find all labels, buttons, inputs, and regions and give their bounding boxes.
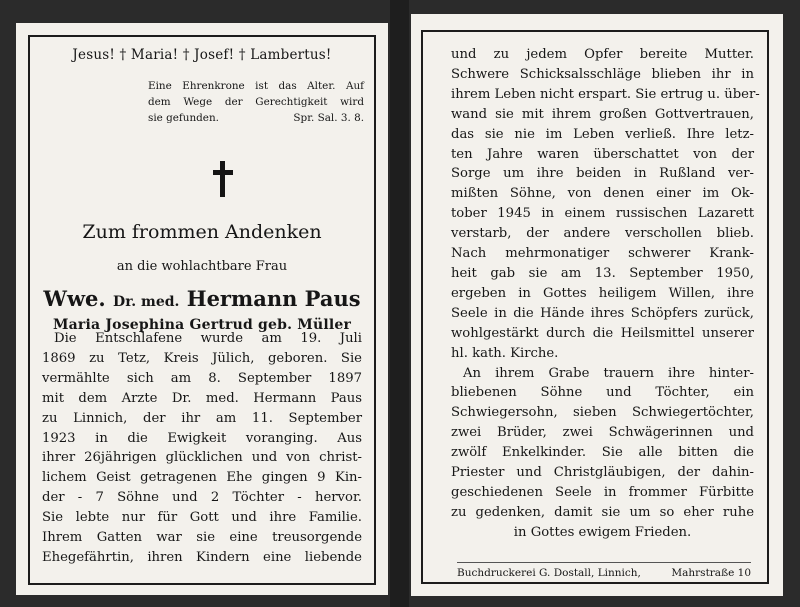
text-line: ergeben in Gottes heiligem Willen, ihre xyxy=(451,285,754,301)
text-line: ihrer 26jährigen glücklichen und von christ- xyxy=(42,450,362,466)
husband-name: Hermann Paus xyxy=(186,286,361,311)
biography-text xyxy=(42,329,362,568)
text-line: geschiedenen Seele in frommer Fürbitte xyxy=(451,484,754,500)
motto-last-row xyxy=(148,110,364,126)
text-line: Seele in die Hände ihres Schöpfers zurück, xyxy=(451,305,754,321)
closing-line: in Gottes ewigem Frieden. xyxy=(513,524,692,540)
memorial-subheading: an die wohlachtbare Frau xyxy=(116,259,288,274)
biography-text-continued xyxy=(451,45,760,543)
deceased-name xyxy=(30,286,374,311)
text-line: heit gab sie am 13. September 1950, xyxy=(451,265,754,281)
text-line: An ihrem Grabe trauern ihre hinter- xyxy=(463,365,754,381)
text-line: wohlgestärkt durch die Heilsmittel unserer xyxy=(451,325,754,341)
printer-name: Buchdruckerei G. Dostall, Linnich, xyxy=(457,567,641,579)
left-page xyxy=(16,23,388,595)
text-line: 1923 in die Ewigkeit voranging. Aus xyxy=(42,430,362,446)
text-line: ihrem Leben nicht erspart. Sie ertrug u. über- xyxy=(451,86,760,102)
motto-source: Spr. Sal. 3. 8. xyxy=(293,112,364,124)
text-line: hl. kath. Kirche. xyxy=(451,345,559,361)
text-line: zu gedenken, damit sie um so eher ruhe xyxy=(451,504,754,520)
text-line: verstarb, der andere verschollen blieb. xyxy=(451,226,754,242)
text-line: der - 7 Söhne und 2 Töchter - hervor. xyxy=(42,490,362,506)
text-line: Priester und Christgläubigen, der dahin- xyxy=(451,465,754,481)
memorial-heading: Zum frommen Andenken xyxy=(82,221,322,243)
card-fold xyxy=(390,0,409,607)
text-line: bliebenen Söhne und Töchter, ein xyxy=(451,385,754,401)
text-line: das sie nie im Leben verließ. Ihre letz- xyxy=(451,126,754,142)
right-page xyxy=(411,14,783,596)
text-line: Schwere Schicksalsschläge blieben ihr in xyxy=(451,66,754,82)
text-line: wand sie mit ihrem großen Gottvertrauen, xyxy=(451,106,754,122)
motto-line: dem Wege der Gerechtigkeit wird xyxy=(148,96,364,108)
text-line: Ihrem Gatten war sie eine treusorgende xyxy=(42,530,362,546)
text-line: vermählte sich am 8. September 1897 xyxy=(42,370,362,386)
text-line: zu Linnich, der ihr am 11. September xyxy=(42,410,362,426)
text-line: und zu jedem Opfer bereite Mutter. xyxy=(451,47,754,62)
cross-icon xyxy=(213,161,233,197)
text-line: Schwiegersohn, sieben Schwiegertöchter, xyxy=(451,405,754,421)
text-line: mißten Söhne, von denen einer im Ok- xyxy=(451,186,754,202)
text-line: lichem Geist getragenen Ehe gingen 9 Kin- xyxy=(42,470,362,486)
text-line: ten Jahre waren überschattet von der xyxy=(451,146,754,162)
text-line: Die Entschlafene wurde am 19. Juli xyxy=(54,331,362,346)
text-line: Sorge um ihre beiden in Rußland ver- xyxy=(451,166,754,182)
printer-address: Mahrstraße 10 xyxy=(671,567,751,579)
name-prefix: Wwe. xyxy=(43,286,106,311)
text-line: 1869 zu Tetz, Kreis Jülich, geboren. Sie xyxy=(42,350,362,366)
invocation: Jesus! † Maria! † Josef! † Lambertus! xyxy=(72,47,332,63)
motto-line: sie gefunden. xyxy=(148,112,219,124)
text-line: mit dem Arzte Dr. med. Hermann Paus xyxy=(42,390,362,406)
text-line: Sie lebte nur für Gott und ihre Familie. xyxy=(42,510,362,526)
text-line: Ehegefährtin, ihren Kindern eine liebende xyxy=(42,549,362,565)
name-title: Dr. med. xyxy=(113,294,180,310)
text-line: Nach mehrmonatiger schwerer Krank- xyxy=(451,246,754,262)
text-line: zwei Brüder, zwei Schwägerinnen und xyxy=(451,425,754,441)
motto-line: Eine Ehrenkrone ist das Alter. Auf xyxy=(148,80,364,92)
bible-motto xyxy=(148,78,364,126)
text-line: tober 1945 in einem russischen Lazarett xyxy=(451,206,754,222)
text-line: zwölf Enkelkinder. Sie alle bitten die xyxy=(451,445,754,461)
printer-imprint xyxy=(457,562,751,579)
birth-name: Maria Josephina Gertrud geb. Müller xyxy=(52,317,352,333)
